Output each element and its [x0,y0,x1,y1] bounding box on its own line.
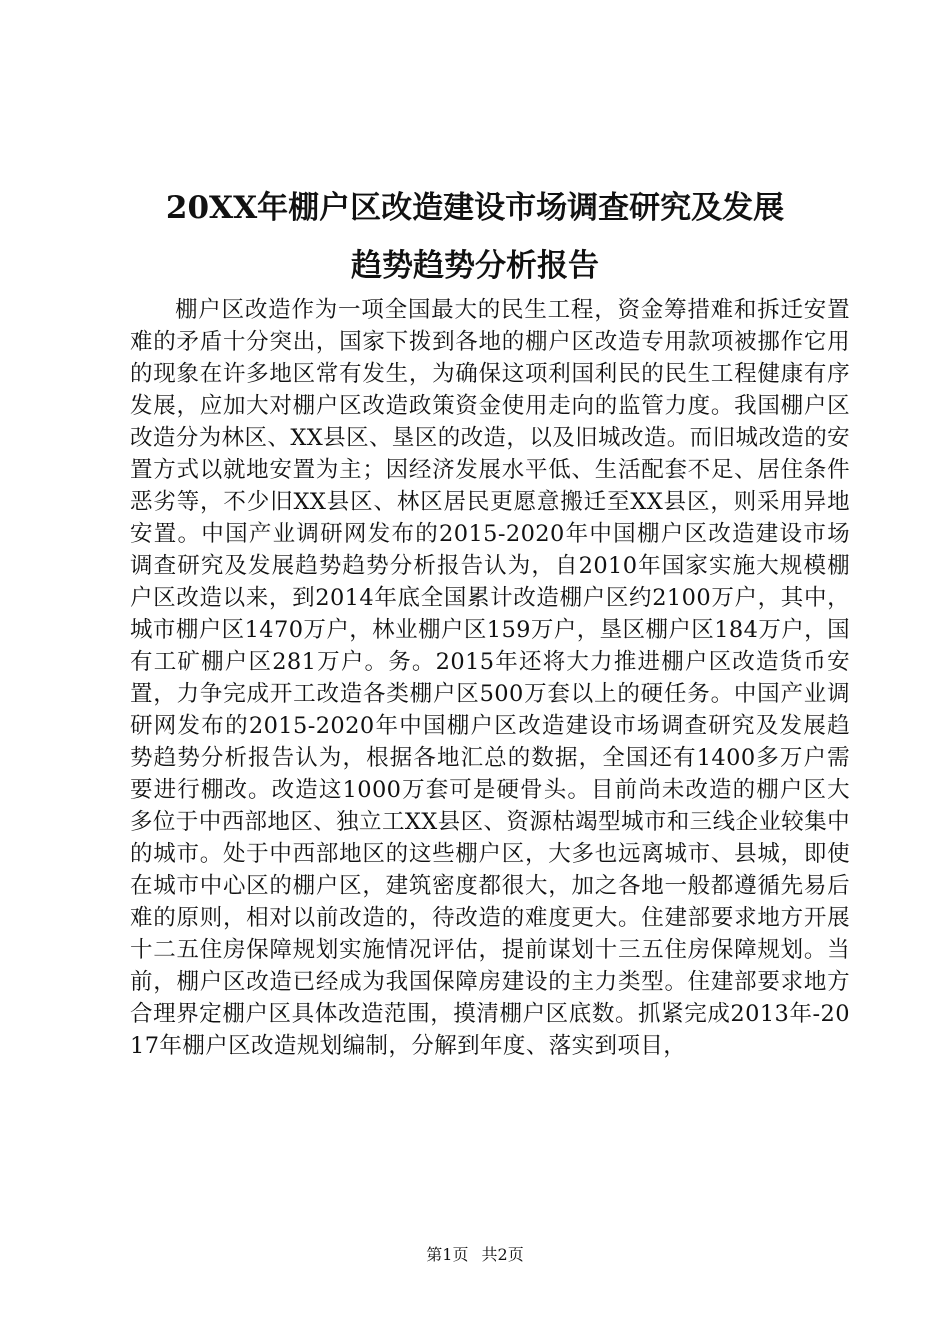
document-body-paragraph: 棚户区改造作为一项全国最大的民生工程，资金筹措难和拆迁安置难的矛盾十分突出，国家下拨到各地的棚户区改造专用款项被挪作它用的现象在许多地区常有发生，为确保这项利国利民的民生工程健康有序发展，应加大对棚户区改造政策资金使用走向的监管力度。我国棚户区改造分为林区、XX县区、垦区的改造，以及旧城改造。而旧城改造的安置方式以就地安置为主；因经济发展水平低、生活配套不足、居住条件恶劣等，不少旧XX县区、林区居民更愿意搬迁至XX县区，则采用异地安置。中国产业调研网发布的2015-2020年中国棚户区改造建设市场调查研究及发展趋势趋势分析报告认为，自2010年国家实施大规模棚户区改造以来，到2014年底全国累计改造棚户区约2100万户，其中，城市棚户区1470万户，林业棚户区159万户，垦区棚户区184万户，国有工矿棚户区281万户。务。2015年还将大力推进棚户区改造货币安置，力争完成开工改造各类棚户区500万套以上的硬任务。中国产业调研网发布的2015-2020年中国棚户区改造建设市场调查研究及发展趋势趋势分析报告认为，根据各地汇总的数据，全国还有1400多万户需要进行棚改。改造这1000万套可是硬骨头。目前尚未改造的棚户区大多位于中西部地区、独立工XX县区、资源枯竭型城市和三线企业较集中的城市。处于中西部地区的这些棚户区，大多也远离城市、县城，即使在城市中心区的棚户区，建筑密度都很大，加之各地一般都遵循先易后难的原则，相对以前改造的，待改造的难度更大。住建部要求地方开展十二五住房保障规划实施情况评估，提前谋划十三五住房保障规划。当前，棚户区改造已经成为我国保障房建设的主力类型。住建部要求地方合理界定棚户区具体改造范围，摸清棚户区底数。抓紧完成2013年-2017年棚户区改造规划编制，分解到年度、落实到项目， [130,297,850,1059]
page-number-total: 共2页 [481,1245,524,1264]
page-number-current: 第1页 [426,1245,469,1264]
document-title-line-1: 20XX年棚户区改造建设市场调查研究及发展 [165,190,785,226]
document-title-line-2: 趋势趋势分析报告 [351,248,599,284]
page-footer [0,1244,950,1266]
